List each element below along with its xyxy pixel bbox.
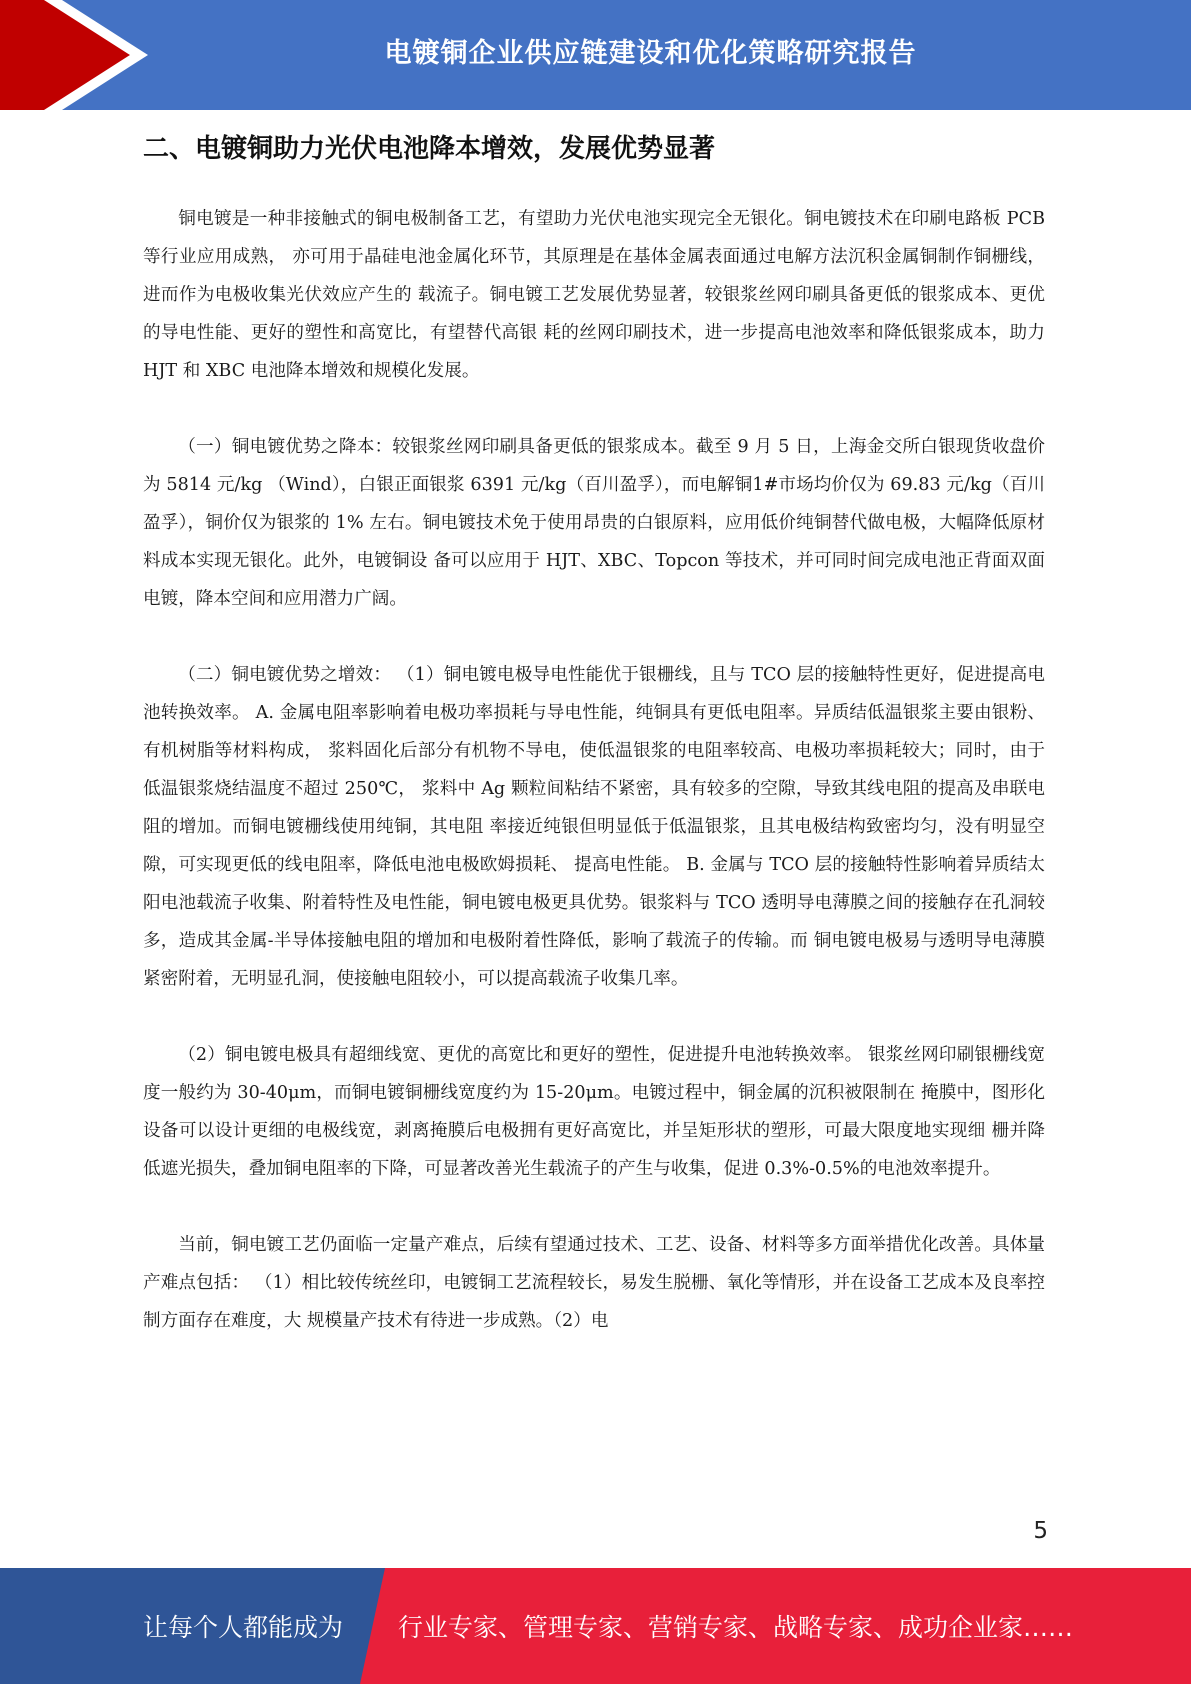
paragraph-cost-reduction: （一）铜电镀优势之降本：较银浆丝网印刷具备更低的银浆成本。截至 9 月 5 日，上海金交所白银现货收盘价为 5814 元/kg （Wind），白银正面银浆 6391 元/kg（百川盈孚），而电解铜1#市场均价仅为 69.83 元/kg（百川盈孚），铜价仅为银浆的 1% 左右。铜电镀技术免于使用昂贵的白银原料，应用低价纯铜替代做电极，大幅降低原材料成本实现无银化。此外，电镀铜设 备可以应用于 HJT、XBC、Topcon 等技术，并可同时间完成电池正背面双面电镀，降本空间和应用潜力广阔。	[143, 437, 1045, 609]
paragraph-challenges: 当前，铜电镀工艺仍面临一定量产难点，后续有望通过技术、工艺、设备、材料等多方面举措优化改善。具体量产难点包括： （1）相比较传统丝印，电镀铜工艺流程较长，易发生脱栅、氧化等情形，并在设备工艺成本及良率控制方面存在难度，大 规模量产技术有待进一步成熟。（2）电	[143, 1235, 1045, 1331]
footer-slogan-left: 让每个人都能成为	[143, 1613, 344, 1642]
report-title: 电镀铜企业供应链建设和优化策略研究报告	[384, 37, 917, 69]
page-number: 5	[1033, 1518, 1048, 1544]
paragraph-intro: 铜电镀是一种非接触式的铜电极制备工艺，有望助力光伏电池实现完全无银化。铜电镀技术在印刷电路板 PCB 等行业应用成熟， 亦可用于晶硅电池金属化环节，其原理是在基体金属表面通过电解方法沉积金属铜制作铜栅线，进而作为电极收集光伏效应产生的 载流子。铜电镀工艺发展优势显著，较银浆丝网印刷具备更低的银浆成本、更优的导电性能、更好的塑性和高宽比，有望替代高银 耗的丝网印刷技术，进一步提高电池效率和降低银浆成本，助力 HJT 和 XBC 电池降本增效和规模化发展。	[143, 209, 1045, 381]
paragraph-fine-line: （2）铜电镀电极具有超细线宽、更优的高宽比和更好的塑性，促进提升电池转换效率。 银浆丝网印刷银栅线宽度一般约为 30-40μm，而铜电镀铜栅线宽度约为 15-20μm。电镀过程中，铜金属的沉积被限制在 掩膜中，图形化设备可以设计更细的电极线宽，剥离掩膜后电极拥有更好高宽比，并呈矩形状的塑形，可最大限度地实现细 栅并降低遮光损失，叠加铜电阻率的下降，可显著改善光生载流子的产生与收集，促进 0.3%-0.5%的电池效率提升。	[143, 1045, 1045, 1179]
page-header	[0, 0, 1191, 110]
section-heading: 二、电镀铜助力光伏电池降本增效，发展优势显著	[143, 134, 716, 164]
footer-slogan-right: 行业专家、管理专家、营销专家、战略专家、成功企业家……	[398, 1613, 1074, 1642]
paragraph-efficiency: （二）铜电镀优势之增效： （1）铜电镀电极导电性能优于银栅线，且与 TCO 层的接触特性更好，促进提高电池转换效率。 A. 金属电阻率影响着电极功率损耗与导电性能，纯铜具有更低电阻率。异质结低温银浆主要由银粉、有机树脂等材料构成， 浆料固化后部分有机物不导电，使低温银浆的电阻率较高、电极功率损耗较大；同时，由于低温银浆烧结温度不超过 250℃， 浆料中 Ag 颗粒间粘结不紧密，具有较多的空隙，导致其线电阻的提高及串联电阻的增加。而铜电镀栅线使用纯铜，其电阻 率接近纯银但明显低于低温银浆，且其电极结构致密均匀，没有明显空隙，可实现更低的线电阻率，降低电池电极欧姆损耗、 提高电性能。 B. 金属与 TCO 层的接触特性影响着异质结太阳电池载流子收集、附着特性及电性能，铜电镀电极更具优势。银浆料与 TCO 透明导电薄膜之间的接触存在孔洞较多，造成其金属-半导体接触电阻的增加和电极附着性降低，影响了载流子的传输。而 铜电镀电极易与透明导电薄膜紧密附着，无明显孔洞，使接触电阻较小，可以提高载流子收集几率。	[143, 665, 1046, 989]
body-text	[143, 200, 1045, 1378]
page-footer	[0, 1568, 1191, 1684]
